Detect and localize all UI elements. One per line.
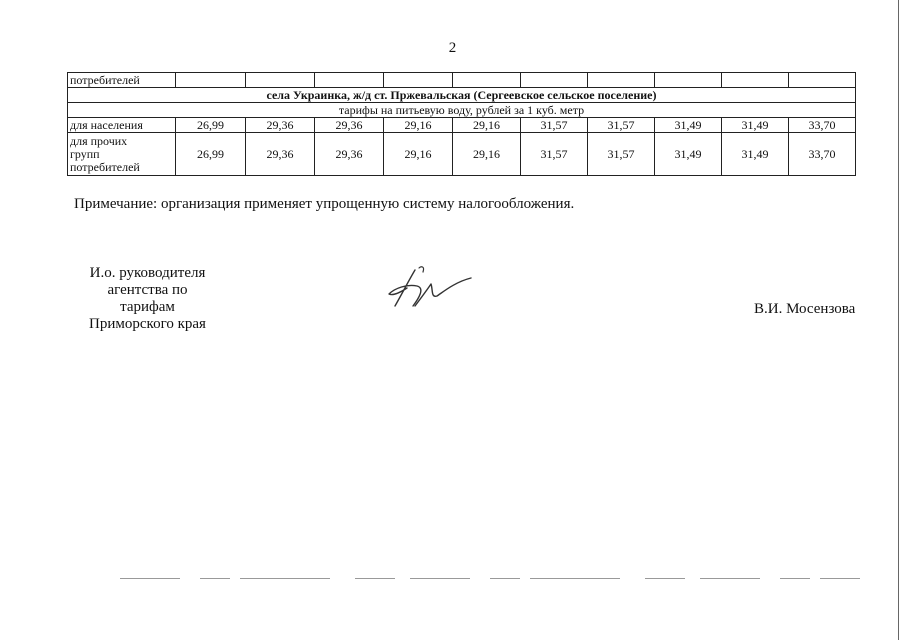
table-cell: 29,36 (315, 133, 384, 176)
table-cell: 29,16 (384, 133, 453, 176)
signer-name: В.И. Мосензова (754, 301, 856, 317)
table-cell: 33,70 (789, 133, 856, 176)
handwritten-signature (385, 262, 475, 314)
table-cell: 31,57 (521, 133, 588, 176)
scan-artifact-line (120, 578, 860, 579)
table-row (68, 118, 856, 133)
table-cell: 31,49 (722, 118, 789, 133)
row-label-line: потребителей (70, 159, 140, 174)
table-cell: 29,16 (453, 118, 521, 133)
table-cell: 33,70 (789, 118, 856, 133)
row-label: для населения (68, 118, 176, 133)
table-cell: 26,99 (176, 118, 246, 133)
table-cell: 31,49 (655, 118, 722, 133)
section-subtitle: тарифы на питьевую воду, рублей за 1 куб. метр (68, 103, 856, 118)
table-cell: 31,49 (722, 133, 789, 176)
table-cell: 31,57 (588, 118, 655, 133)
row-label-line: для прочих (70, 133, 128, 148)
note-text: Примечание: организация применяет упрощенную систему налогообложения. (74, 196, 575, 212)
table-row (68, 73, 856, 88)
table-cell: 31,57 (588, 133, 655, 176)
page-number: 2 (448, 40, 457, 56)
table-row (68, 88, 856, 103)
table-cell: 29,16 (453, 133, 521, 176)
scan-edge-line (898, 0, 899, 640)
table-cell: 29,36 (315, 118, 384, 133)
signer-title (80, 265, 215, 333)
row-label-line: групп (70, 146, 100, 161)
table-cell: 26,99 (176, 133, 246, 176)
row-label: потребителей (68, 73, 176, 88)
section-title: села Украинка, ж/д ст. Пржевальская (Сергеевское сельское поселение) (68, 88, 856, 103)
table-cell: 29,36 (246, 118, 315, 133)
table-cell: 29,36 (246, 133, 315, 176)
tariff-table (67, 72, 856, 176)
signer-title-line: агентства по тарифам (107, 282, 188, 315)
table-cell: 31,57 (521, 118, 588, 133)
table-row (68, 133, 856, 176)
table-cell: 31,49 (655, 133, 722, 176)
signer-title-line: И.о. руководителя (89, 265, 206, 281)
table-cell: 29,16 (384, 118, 453, 133)
signer-title-line: Приморского края (89, 316, 206, 332)
table-row (68, 103, 856, 118)
row-label (68, 133, 176, 176)
